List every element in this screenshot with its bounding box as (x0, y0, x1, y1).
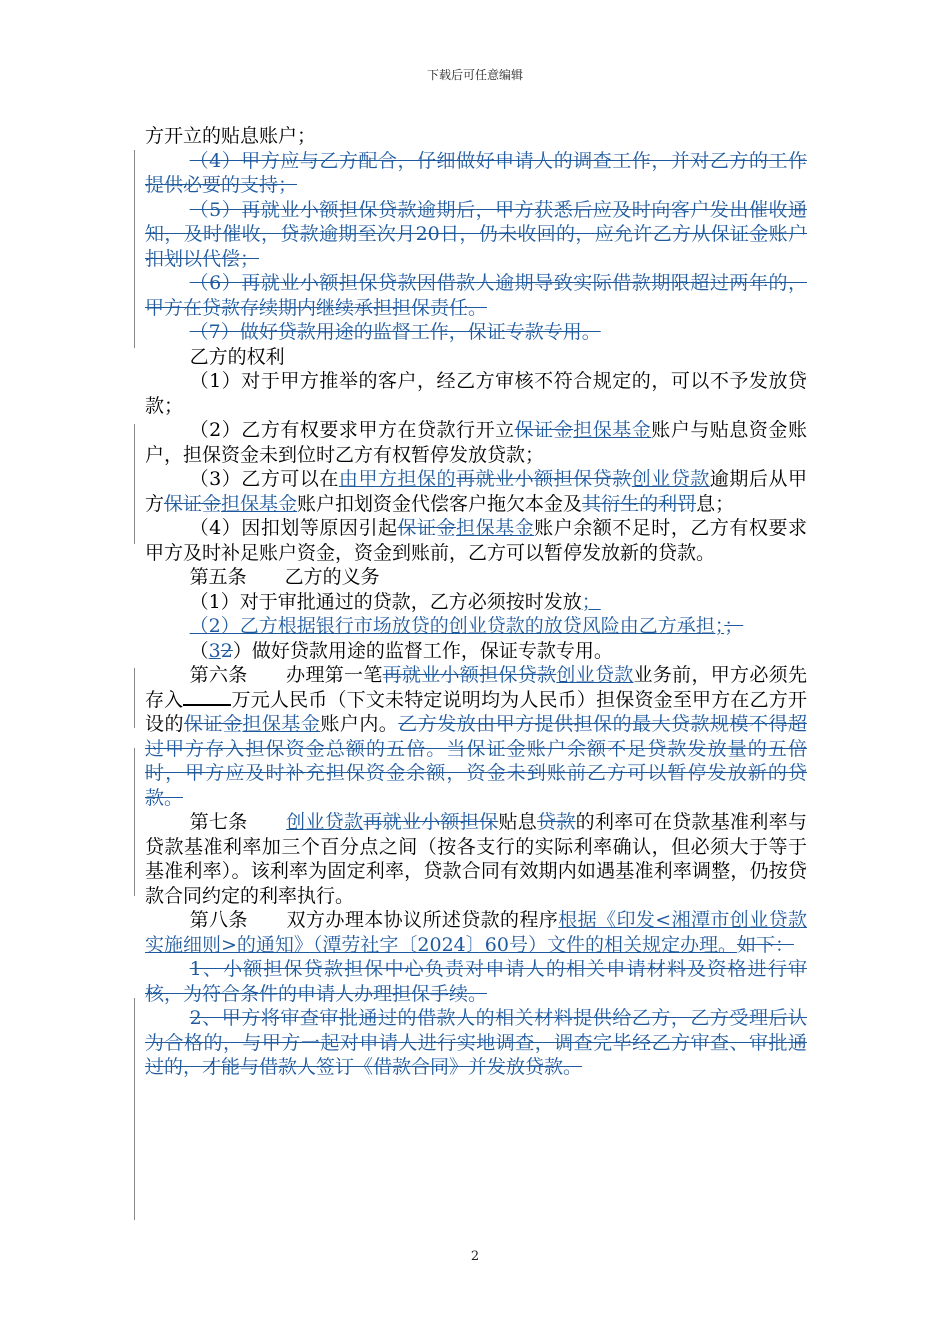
paragraph: （2）乙方有权要求甲方在贷款行开立保证金担保基金账户与贴息资金账户，担保资金未到位时乙方有权暂停发放贷款； (145, 419, 807, 466)
paragraph: 第七条 创业贷款再就业小额担保贴息贷款的利率可在贷款基准利率与贷款基准利率加三个百分点之间（按各支行的实际利率确认，但必须大于等于基准利率）。该利率为固定利率，贷款合同有效期内如遇基准利率调整，仍按贷款合同约定的利率执行。 (145, 811, 807, 907)
revision-bar (134, 998, 135, 1220)
paragraph: （4）因扣划等原因引起保证金担保基金账户余额不足时，乙方有权要求甲方及时补足账户资金，资金到账前，乙方可以暂停发放新的贷款。 (145, 517, 807, 564)
section-heading: 乙方的权利 (189, 345, 285, 368)
revision-bar (134, 424, 135, 544)
paragraph-deleted: （7）做好贷款用途的监督工作，保证专款专用。 (189, 321, 601, 343)
paragraph-deleted: 1、小额担保贷款担保中心负责对申请人的相关申请材料及资格进行审核，为符合条件的申请人办理担保手续。 (145, 958, 807, 1005)
paragraph: （3）乙方可以在由甲方担保的再就业小额担保贷款创业贷款逾期后从甲方保证金担保基金账户扣划资金代偿客户拖欠本金及其衍生的利罚息； (145, 468, 807, 515)
paragraph: （32）做好贷款用途的监督工作，保证专款专用。 (189, 639, 613, 662)
paragraph-deleted: 2、甲方将审查审批通过的借款人的相关材料提供给乙方，乙方受理后认为合格的，与甲方一起对申请人进行实地调查，调查完毕经乙方审查、审批通过的，才能与借款人签订《借款合同》并发放贷款。 (145, 1007, 807, 1078)
paragraph: （1）对于甲方推举的客户，经乙方审核不符合规定的，可以不予发放贷款； (145, 370, 807, 417)
page-header: 下载后可任意编辑 (426, 68, 523, 82)
paragraph: 第八条 双方办理本协议所述贷款的程序根据《印发<湘潭市创业贷款实施细则>的通知》（潭劳社字〔2024〕60号）文件的相关规定办理。如下： (145, 909, 807, 956)
paragraph-deleted: （5）再就业小额担保贷款逾期后，甲方获悉后应及时向客户发出催收通知，及时催收，贷款逾期至次月20日，仍未收回的，应允许乙方从保证金账户扣划以代偿； (145, 198, 807, 270)
document-body (145, 124, 807, 1080)
revision-bar (134, 748, 135, 896)
paragraph-deleted: （6）再就业小额担保贷款因借款人逾期导致实际借款期限超过两年的，甲方在贷款存续期内继续承担担保责任。 (145, 272, 807, 319)
paragraph-deleted: （4）甲方应与乙方配合，仔细做好申请人的调查工作，并对乙方的工作提供必要的支持； (145, 149, 807, 196)
amount-blank (183, 688, 231, 706)
paragraph: （1）对于审批通过的贷款，乙方必须按时发放； (189, 590, 601, 613)
revision-bar (134, 668, 135, 728)
paragraph-inserted: （2）乙方根据银行市场放贷的创业贷款的放贷风险由乙方承担；； (189, 615, 744, 637)
revision-bar (134, 150, 135, 348)
page-number: 2 (470, 1249, 480, 1264)
article-heading: 第五条 乙方的义务 (189, 566, 380, 588)
paragraph: 方开立的贴息账户； (145, 125, 317, 147)
paragraph: 第六条 办理第一笔再就业小额担保贷款创业贷款业务前，甲方必须先存入 万元人民币（下文未特定说明均为人民币）担保资金至甲方在乙方开设的保证金担保基金账户内。乙方发放由甲方提供担保的最大贷款规模不得超过甲方存入担保资金总额的五倍。当保证金账户余额不足贷款发放量的五倍时，甲方应及时补充担保资金余额，资金未到账前乙方可以暂停发放新的贷款。 (145, 664, 807, 809)
